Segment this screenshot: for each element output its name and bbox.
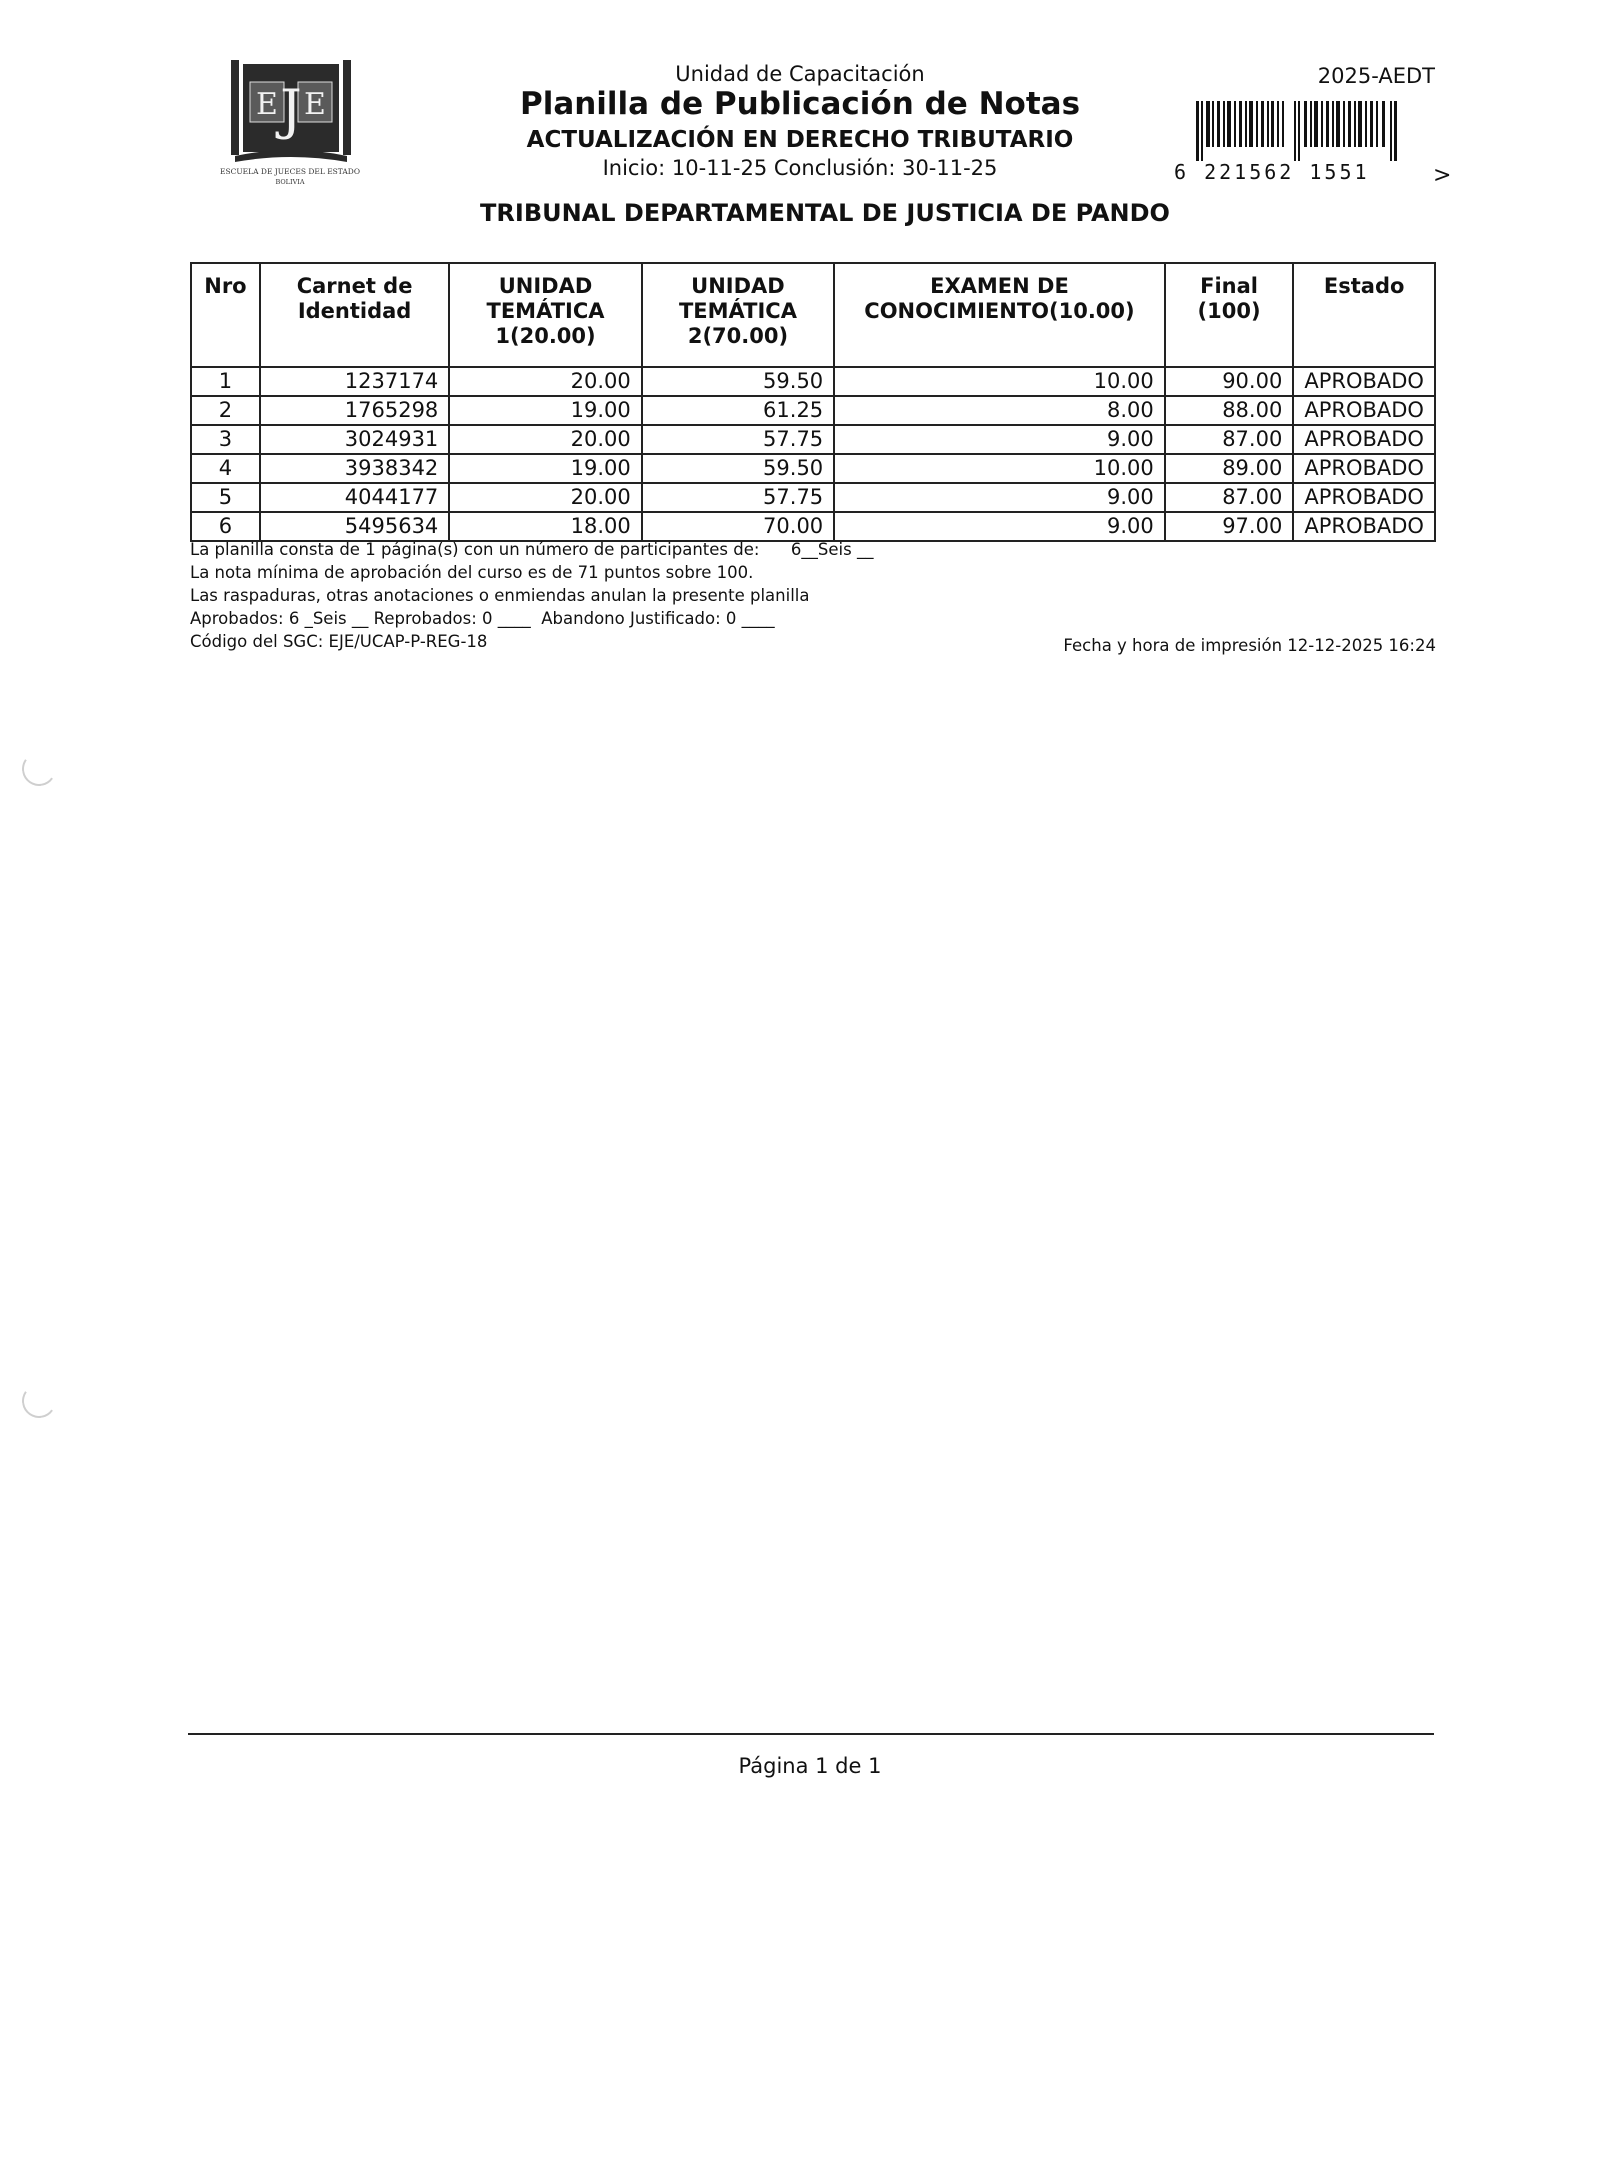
document-code: 2025-AEDT bbox=[1317, 64, 1435, 88]
cell-ci: 1765298 bbox=[260, 396, 449, 425]
table-header-row bbox=[191, 263, 1435, 367]
tribunal-title: TRIBUNAL DEPARTAMENTAL DE JUSTICIA DE PANDO bbox=[480, 199, 1170, 227]
header-ut2: UNIDAD TEMÁTICA 2(70.00) bbox=[642, 263, 834, 367]
cell-nro: 2 bbox=[191, 396, 260, 425]
cell-final: 87.00 bbox=[1165, 425, 1294, 454]
cell-estado: APROBADO bbox=[1293, 396, 1435, 425]
cell-ut1: 20.00 bbox=[449, 483, 641, 512]
svg-text:6 221562 1551: 6 221562 1551 bbox=[1174, 160, 1370, 184]
cell-exam: 8.00 bbox=[834, 396, 1165, 425]
cell-ci: 1237174 bbox=[260, 367, 449, 396]
cell-nro: 3 bbox=[191, 425, 260, 454]
svg-text:BOLIVIA: BOLIVIA bbox=[275, 178, 305, 186]
svg-text:E: E bbox=[256, 87, 278, 122]
header-nro: Nro bbox=[191, 263, 260, 367]
barcode bbox=[1174, 101, 1410, 184]
note-nota-minima: La nota mínima de aprobación del curso es de 71 puntos sobre 100. bbox=[190, 563, 754, 582]
table-row bbox=[191, 367, 1435, 396]
cell-estado: APROBADO bbox=[1293, 483, 1435, 512]
header-examen: EXAMEN DE CONOCIMIENTO(10.00) bbox=[834, 263, 1165, 367]
cell-ut1: 18.00 bbox=[449, 512, 641, 541]
punch-hole bbox=[19, 1381, 58, 1420]
cell-ut2: 59.50 bbox=[642, 367, 834, 396]
table-row bbox=[191, 454, 1435, 483]
table-row bbox=[191, 425, 1435, 454]
cell-exam: 9.00 bbox=[834, 512, 1165, 541]
cell-ci: 3938342 bbox=[260, 454, 449, 483]
cell-nro: 5 bbox=[191, 483, 260, 512]
cell-final: 89.00 bbox=[1165, 454, 1294, 483]
page-title: Planilla de Publicación de Notas bbox=[519, 86, 1081, 122]
cell-exam: 10.00 bbox=[834, 367, 1165, 396]
cell-ut2: 57.75 bbox=[642, 483, 834, 512]
print-date: Fecha y hora de impresión 12-12-2025 16:24 bbox=[1063, 636, 1436, 655]
cell-ut2: 70.00 bbox=[642, 512, 834, 541]
cell-exam: 9.00 bbox=[834, 425, 1165, 454]
table-row bbox=[191, 483, 1435, 512]
grades-table bbox=[190, 262, 1436, 542]
cell-estado: APROBADO bbox=[1293, 512, 1435, 541]
cell-estado: APROBADO bbox=[1293, 425, 1435, 454]
note-paginas: La planilla consta de 1 página(s) con un número de participantes de: 6__Seis __ bbox=[190, 540, 874, 559]
cell-ut1: 19.00 bbox=[449, 454, 641, 483]
cell-final: 90.00 bbox=[1165, 367, 1294, 396]
cell-exam: 9.00 bbox=[834, 483, 1165, 512]
arrow-glyph: > bbox=[1433, 163, 1452, 188]
course-title: ACTUALIZACIÓN EN DERECHO TRIBUTARIO bbox=[526, 127, 1074, 153]
cell-nro: 1 bbox=[191, 367, 260, 396]
cell-ci: 4044177 bbox=[260, 483, 449, 512]
cell-ut2: 57.75 bbox=[642, 425, 834, 454]
note-codigo-sgc: Código del SGC: EJE/UCAP-P-REG-18 bbox=[190, 632, 488, 651]
table-row bbox=[191, 396, 1435, 425]
header-ut1: UNIDAD TEMÁTICA 1(20.00) bbox=[449, 263, 641, 367]
cell-exam: 10.00 bbox=[834, 454, 1165, 483]
page-number: Página 1 de 1 bbox=[738, 1754, 882, 1778]
cell-ci: 3024931 bbox=[260, 425, 449, 454]
unidad-label: Unidad de Capacitación bbox=[675, 62, 925, 86]
header-estado: Estado bbox=[1293, 263, 1435, 367]
cell-estado: APROBADO bbox=[1293, 454, 1435, 483]
cell-ci: 5495634 bbox=[260, 512, 449, 541]
note-raspaduras: Las raspaduras, otras anotaciones o enmiendas anulan la presente planilla bbox=[190, 586, 810, 605]
cell-estado: APROBADO bbox=[1293, 367, 1435, 396]
header-final: Final (100) bbox=[1165, 263, 1294, 367]
cell-ut1: 20.00 bbox=[449, 367, 641, 396]
cell-ut2: 59.50 bbox=[642, 454, 834, 483]
cell-ut1: 19.00 bbox=[449, 396, 641, 425]
header-carnet: Carnet de Identidad bbox=[260, 263, 449, 367]
cell-ut1: 20.00 bbox=[449, 425, 641, 454]
footer-divider bbox=[188, 1733, 1434, 1735]
cell-nro: 4 bbox=[191, 454, 260, 483]
course-dates: Inicio: 10-11-25 Conclusión: 30-11-25 bbox=[602, 156, 998, 180]
svg-text:ESCUELA DE JUECES DEL ESTADO: ESCUELA DE JUECES DEL ESTADO bbox=[220, 167, 360, 176]
cell-final: 97.00 bbox=[1165, 512, 1294, 541]
table-row bbox=[191, 512, 1435, 541]
cell-ut2: 61.25 bbox=[642, 396, 834, 425]
cell-final: 87.00 bbox=[1165, 483, 1294, 512]
svg-text:E: E bbox=[304, 87, 326, 122]
cell-final: 88.00 bbox=[1165, 396, 1294, 425]
eje-logo bbox=[205, 58, 375, 188]
note-aprobados: Aprobados: 6 _Seis __ Reprobados: 0 ____ Abandono Justificado: 0 ____ bbox=[190, 609, 775, 628]
cell-nro: 6 bbox=[191, 512, 260, 541]
svg-text:J: J bbox=[280, 78, 302, 141]
punch-hole bbox=[19, 749, 58, 788]
